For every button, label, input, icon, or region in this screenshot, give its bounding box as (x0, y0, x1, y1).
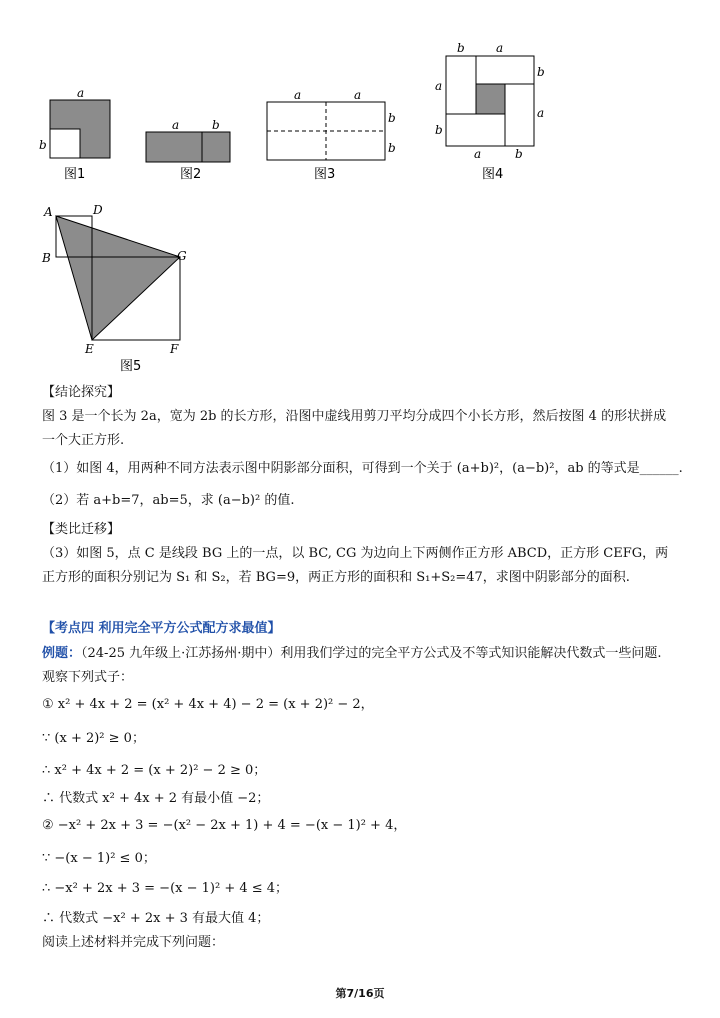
derivation-step: ② −x² + 2x + 3 = −(x² − 2x + 1) + 4 = −(x − 1)² + 4， (42, 818, 407, 833)
fig4-right-b: b (537, 65, 545, 79)
fig4-bottom-b: b (515, 147, 523, 161)
derivation-step: ∴ 代数式 x² + 4x + 2 有最小值 −2； (42, 791, 270, 806)
question-2: （2）若 a+b=7，ab=5，求 (a−b)² 的值. (42, 493, 295, 508)
fig3-label-b1: b (388, 111, 396, 125)
fig2-label-a: a (172, 118, 180, 132)
fig1-label-a: a (77, 86, 85, 100)
figure-1 (34, 86, 124, 186)
fig5-point-E: E (85, 342, 94, 356)
fig5-point-G: G (177, 249, 187, 263)
figure-4 (430, 38, 560, 186)
figure-5 (36, 200, 206, 376)
fig2-label-b: b (212, 118, 220, 132)
fig5-point-A: A (44, 205, 53, 219)
fig3-label-b2: b (388, 141, 396, 155)
fig1-caption: 图1 (64, 167, 86, 182)
fig5-point-F: F (170, 342, 179, 356)
section-heading-conclusion: 【结论探究】 (42, 385, 121, 400)
section-heading-analogy: 【类比迁移】 (42, 522, 121, 537)
fig3-label-a1: a (294, 88, 302, 102)
fig4-left-b: b (435, 123, 443, 137)
question-3: （3）如图 5，点 C 是线段 BG 上的一点，以 BC, CG 为边向上下两侧作正方形 ABCD，正方形 CEFG，两正方形的面积分别记为 S₁ 和 S₂，若 BG=9，两正方形的面积和 S₁+S₂=47，求图中阴影部分的面积. (42, 546, 669, 585)
derivation-step: ∵ (x + 2)² ≥ 0； (42, 731, 145, 746)
fig4-top-b: b (457, 41, 465, 55)
derivation-step: 阅读上述材料并完成下列问题： (42, 935, 225, 950)
derivation-step: ∵ −(x − 1)² ≤ 0； (42, 851, 156, 866)
example-paragraph (42, 642, 678, 690)
fig5-caption: 图5 (120, 359, 142, 374)
question-1: （1）如图 4，用两种不同方法表示图中阴影部分面积，可得到一个关于 (a+b)²，(a−b)²，ab 的等式是______. (42, 461, 683, 476)
page-number: 第7/16页 (335, 987, 385, 1000)
derivation-step: ① x² + 4x + 2 = (x² + 4x + 4) − 2 = (x + 2)² − 2， (42, 697, 374, 712)
fig4-top-a: a (496, 41, 504, 55)
fig3-label-a2: a (354, 88, 362, 102)
fig1-label-b: b (39, 138, 47, 152)
derivation-step: ∴ x² + 4x + 2 = (x + 2)² − 2 ≥ 0； (42, 763, 267, 778)
fig4-caption: 图4 (482, 167, 504, 182)
kaodian-title: 【考点四 利用完全平方公式配方求最值】 (42, 621, 281, 636)
fig3-caption: 图3 (314, 167, 336, 182)
section1-intro: 图 3 是一个长为 2a，宽为 2b 的长方形，沿图中虚线用剪刀平均分成四个小长方形，然后按图 4 的形状拼成一个大正方形. (42, 409, 667, 448)
fig5-point-B: B (42, 251, 51, 265)
fig5-point-D: D (93, 203, 103, 217)
figure-3 (260, 86, 410, 186)
fig4-left-a: a (435, 79, 443, 93)
fig4-right-a: a (537, 106, 545, 120)
figure-2 (140, 110, 240, 186)
fig4-bottom-a: a (474, 147, 482, 161)
derivation-step: ∴ 代数式 −x² + 2x + 3 有最大值 4； (42, 911, 270, 926)
derivation-step: ∴ −x² + 2x + 3 = −(x − 1)² + 4 ≤ 4； (42, 881, 289, 896)
fig2-caption: 图2 (180, 167, 202, 182)
example-text: （24-25 九年级上·江苏扬州·期中）利用我们学过的完全平方公式及不等式知识能解决代数式一些问题. 观察下列式子： (42, 646, 662, 685)
example-label: 例题： (42, 646, 82, 661)
